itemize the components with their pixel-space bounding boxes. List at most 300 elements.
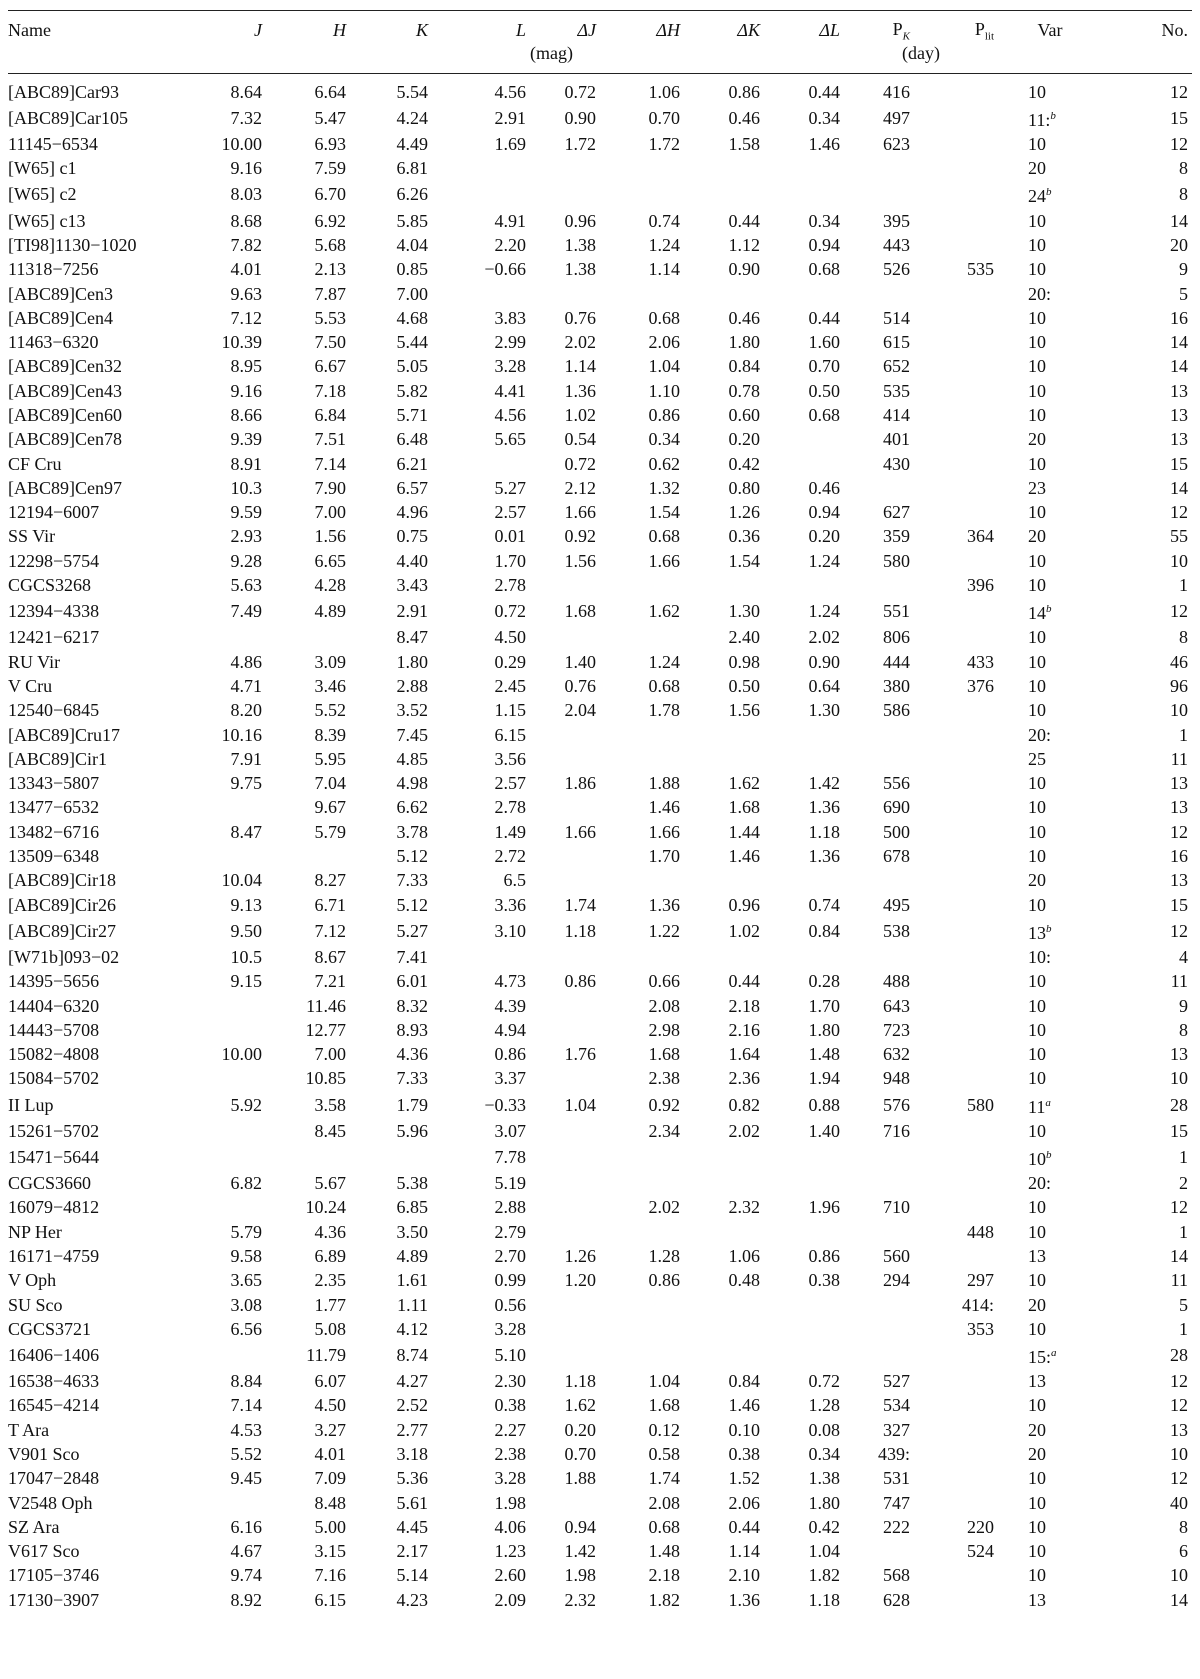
cell-dk: 1.54 [728,550,760,571]
cell-name: V617 Sco [8,1541,80,1562]
cell-name: 15471−5644 [8,1146,100,1167]
cell-k: 6.81 [396,158,428,179]
cell-no: 14 [1170,1245,1188,1266]
col-header-dj: ΔJ [530,11,600,43]
table-row [8,868,1192,892]
cell-name: CGCS3268 [8,575,92,596]
cell-l: 3.83 [494,307,526,328]
cell-var [998,451,1102,475]
cell-h: 5.68 [314,234,346,255]
cell-plit [914,771,998,795]
col-header-dh: ΔH [600,11,684,43]
cell-no: 11 [1170,971,1188,992]
table-row [8,1219,1192,1243]
table-row [8,1341,1192,1369]
cell-plit [914,1466,998,1490]
cell-plit: 580 [967,1094,994,1115]
var-value: 20: [1028,283,1052,304]
cell-name: II Lup [8,1094,54,1115]
cell-pk: 632 [883,1044,910,1065]
cell-dh: 1.68 [648,1395,680,1416]
cell-j: 10.5 [230,946,262,967]
cell-dl: 1.40 [808,1120,840,1141]
var-footnote: a [1045,1096,1051,1109]
cell-h: 4.36 [314,1221,346,1242]
cell-k: 5.27 [396,920,428,941]
table-row [8,625,1192,649]
var-value: 20: [1028,724,1052,745]
cell-j: 9.59 [230,502,262,523]
cell-k: 3.52 [396,700,428,721]
cell-var [998,795,1102,819]
table-row [8,1143,1192,1171]
cell-pk [844,722,914,746]
cell-h: 9.67 [314,797,346,818]
cell-dk: 2.36 [728,1068,760,1089]
cell-j: 7.82 [230,234,262,255]
cell-no: 8 [1179,1019,1188,1040]
cell-k: 5.96 [396,1120,428,1141]
cell-j: 9.63 [230,283,262,304]
cell-plit [914,1418,998,1442]
cell-pk: 556 [883,773,910,794]
cell-dh: 2.08 [648,995,680,1016]
cell-l: 4.06 [494,1516,526,1537]
cell-l: 2.70 [494,1245,526,1266]
cell-dk: 1.52 [728,1468,760,1489]
cell-dh [600,722,684,746]
cell-name: CF Cru [8,453,62,474]
cell-k [350,1143,432,1171]
cell-no: 13 [1170,1419,1188,1440]
cell-k: 5.54 [396,81,428,102]
cell-dh: 1.10 [648,380,680,401]
cell-plit [914,451,998,475]
cell-no: 13 [1170,1044,1188,1065]
cell-dk: 1.68 [728,797,760,818]
cell-plit [914,1490,998,1514]
table-body [8,73,1192,1612]
cell-no: 13 [1170,797,1188,818]
cell-j: 9.16 [230,158,262,179]
cell-dl: 1.70 [808,995,840,1016]
data-table-container [8,10,1192,1612]
cell-dj [530,1490,600,1514]
table-row [8,330,1192,354]
cell-no: 13 [1170,870,1188,891]
cell-k: 3.78 [396,821,428,842]
cell-k: 5.61 [396,1492,428,1513]
cell-pk: 414 [883,405,910,425]
cell-plit: 364 [967,526,994,547]
cell-dl: 0.44 [808,81,840,102]
table-row [8,73,1192,104]
cell-name: [ABC89]Cen32 [8,356,122,377]
cell-dl [764,1317,844,1341]
cell-l: 2.60 [494,1565,526,1586]
cell-no: 11 [1170,748,1188,769]
var-value: 20 [1028,870,1046,891]
cell-pk [844,1341,914,1369]
cell-k: 3.18 [396,1443,428,1464]
cell-j: 4.01 [230,259,262,280]
table-row [8,1018,1192,1042]
cell-dl: 0.72 [808,1371,840,1392]
cell-h: 6.67 [314,356,346,377]
cell-dh: 1.28 [648,1245,680,1266]
cell-pk [844,1171,914,1195]
cell-plit [914,969,998,993]
cell-k: 1.61 [396,1270,428,1291]
cell-j [186,1066,266,1090]
cell-var [998,650,1102,674]
cell-dh [600,156,684,180]
cell-h: 5.08 [314,1318,346,1339]
table-row [8,156,1192,180]
cell-h: 5.52 [314,700,346,721]
cell-k: 4.36 [396,1044,428,1065]
cell-j: 9.16 [230,380,262,401]
var-value: 10: [1028,946,1052,967]
cell-name: [ABC89]Cen43 [8,380,122,401]
cell-pk: 560 [883,1245,910,1266]
cell-k: 2.77 [396,1419,428,1440]
cell-k: 5.12 [396,846,428,867]
cell-pk [844,180,914,208]
table-row [8,1066,1192,1090]
cell-dl [764,1219,844,1243]
cell-k: 2.17 [396,1541,428,1562]
cell-k: 4.23 [396,1589,428,1610]
cell-k: 4.27 [396,1371,428,1392]
cell-h: 7.16 [314,1565,346,1586]
cell-k: 8.47 [396,627,428,648]
cell-dk: 2.06 [728,1492,760,1513]
cell-dl: 0.64 [808,675,840,696]
cell-pk: 551 [883,601,910,622]
cell-dk: 0.84 [728,1371,760,1392]
cell-h: 7.04 [314,773,346,794]
cell-dk: 1.26 [728,502,760,523]
col-header-l: L [432,11,530,43]
cell-plit [914,1563,998,1587]
cell-dh: 0.86 [648,405,680,425]
cell-var [998,104,1102,132]
cell-plit [914,1588,998,1612]
cell-dj [530,1317,600,1341]
cell-no: 13 [1170,429,1188,450]
table-row [8,104,1192,132]
cell-h [266,625,350,649]
cell-l [432,180,530,208]
table-row [8,1418,1192,1442]
cell-k: 7.33 [396,870,428,891]
var-value: 10 [1028,1468,1046,1489]
cell-dk: 2.10 [728,1565,760,1586]
cell-l: 3.10 [494,920,526,941]
cell-var [998,208,1102,232]
cell-k: 1.11 [397,1294,428,1315]
cell-l: 3.28 [494,356,526,377]
cell-plit [914,427,998,451]
cell-h: 7.12 [314,920,346,941]
table-row [8,1466,1192,1490]
cell-k: 4.40 [396,550,428,571]
cell-dj [530,722,600,746]
cell-k: 5.71 [396,405,428,425]
cell-var [998,771,1102,795]
cell-k: 6.26 [396,184,428,205]
cell-h [266,844,350,868]
cell-dk [684,1219,764,1243]
cell-j: 8.20 [230,700,262,721]
cell-dh: 1.72 [648,134,680,155]
var-value: 10 [1028,259,1046,280]
var-value: 10 [1028,846,1046,867]
var-value: 20 [1028,1294,1046,1315]
cell-name: [ABC89]Cir26 [8,894,116,915]
cell-pk [844,1143,914,1171]
cell-l [432,156,530,180]
var-value: 10 [1028,627,1046,648]
var-value: 10 [1028,1120,1046,1141]
cell-k: 4.96 [396,502,428,523]
cell-name: [W65] c1 [8,158,77,179]
cell-var [998,1292,1102,1316]
cell-dh: 0.66 [648,971,680,992]
cell-pk: 327 [883,1419,910,1440]
cell-var [998,379,1102,403]
table-row [8,844,1192,868]
cell-dl: 0.34 [808,210,840,231]
cell-name: [ABC89]Cen97 [8,477,122,498]
cell-pk: 500 [883,821,910,842]
cell-no: 2 [1179,1173,1188,1194]
cell-name: [ABC89]Cen60 [8,405,122,425]
cell-dj: 1.02 [564,405,596,425]
cell-no: 12 [1170,81,1188,102]
cell-dh: 0.12 [648,1419,680,1440]
cell-dl: 1.46 [808,134,840,155]
cell-no: 15 [1170,453,1188,474]
cell-var [998,917,1102,945]
cell-pk: 568 [883,1565,910,1586]
cell-dl [764,868,844,892]
cell-name: [ABC89]Cir18 [8,870,116,891]
var-footnote: b [1046,186,1052,199]
cell-k: 5.38 [396,1173,428,1194]
cell-dj [530,1066,600,1090]
cell-dk: 1.46 [728,846,760,867]
cell-h: 7.59 [314,158,346,179]
cell-name: 16545−4214 [8,1395,100,1416]
cell-j: 9.75 [230,773,262,794]
cell-no: 8 [1179,1516,1188,1537]
cell-dk [684,1171,764,1195]
cell-dk [684,180,764,208]
cell-j: 9.50 [230,920,262,941]
cell-no: 55 [1170,526,1188,547]
cell-dj: 0.76 [564,675,596,696]
cell-dl: 1.94 [808,1068,840,1089]
var-footnote: b [1046,922,1052,935]
cell-dl: 1.60 [808,332,840,353]
var-value: 10 [1028,1148,1046,1169]
cell-h: 7.00 [314,502,346,523]
cell-j: 7.91 [230,748,262,769]
cell-name: 16079−4812 [8,1197,100,1218]
var-value: 10 [1028,405,1046,425]
cell-h: 2.35 [314,1270,346,1291]
cell-name: 12421−6217 [8,627,100,648]
cell-dj: 1.98 [564,1565,596,1586]
cell-dk: 1.62 [728,773,760,794]
cell-dk: 0.46 [728,307,760,328]
cell-plit [914,379,998,403]
cell-dk: 1.14 [728,1541,760,1562]
table-row [8,1268,1192,1292]
var-value: 10 [1028,821,1046,842]
cell-pk: 222 [883,1516,910,1537]
cell-plit [914,722,998,746]
cell-l: 4.73 [494,971,526,992]
cell-dj: 1.66 [564,502,596,523]
cell-h: 4.50 [314,1395,346,1416]
cell-dk: 0.60 [728,405,760,425]
cell-pk: 439: [877,1443,910,1464]
cell-pk [844,281,914,305]
table-row [8,969,1192,993]
cell-pk: 416 [883,81,910,102]
table-row [8,722,1192,746]
cell-l: 4.56 [494,81,526,102]
table-row [8,233,1192,257]
cell-h: 8.27 [314,870,346,891]
cell-dk [684,1143,764,1171]
cell-dj: 0.70 [564,1443,596,1464]
cell-l: 2.27 [494,1419,526,1440]
cell-dj [530,795,600,819]
cell-dh: 2.06 [648,332,680,353]
cell-dk [684,1292,764,1316]
cell-pk: 576 [883,1094,910,1115]
cell-dk: 0.82 [728,1094,760,1115]
cell-j: 8.68 [230,210,262,231]
cell-var [998,868,1102,892]
table-row [8,1539,1192,1563]
var-value: 13 [1028,1245,1046,1266]
cell-h: 2.13 [314,259,346,280]
cell-j: 4.53 [230,1419,262,1440]
cell-h: 7.00 [314,1044,346,1065]
table-row [8,1171,1192,1195]
cell-var [998,625,1102,649]
cell-dk [684,1317,764,1341]
cell-name: 12540−6845 [8,700,100,721]
cell-name: 14395−5656 [8,971,100,992]
cell-dl: 1.96 [808,1197,840,1218]
cell-name: 15082−4808 [8,1044,100,1065]
cell-dh: 1.24 [648,234,680,255]
cell-dk: 0.44 [728,210,760,231]
table-row [8,427,1192,451]
cell-no: 15 [1170,107,1188,128]
cell-k: 2.52 [396,1395,428,1416]
cell-pk: 380 [883,675,910,696]
cell-k: 4.85 [396,748,428,769]
cell-dj: 1.36 [564,380,596,401]
cell-l: 5.27 [494,477,526,498]
cell-pk: 443 [883,234,910,255]
cell-name: [TI98]1130−1020 [8,234,137,255]
var-value: 10 [1028,502,1046,523]
cell-dk: 0.44 [728,971,760,992]
cell-pk: 495 [883,894,910,915]
cell-h: 5.95 [314,748,346,769]
cell-plit [914,73,998,104]
cell-h: 7.90 [314,477,346,498]
cell-dj [530,747,600,771]
cell-dj [530,1195,600,1219]
cell-dk: 0.86 [728,81,760,102]
cell-dj [530,844,600,868]
cell-pk: 488 [883,971,910,992]
cell-dl: 0.20 [808,526,840,547]
var-value: 10 [1028,1318,1046,1339]
var-value: 10 [1028,453,1046,474]
cell-no: 16 [1170,846,1188,867]
unit-day: (day) [844,43,998,74]
var-value: 10 [1028,1541,1046,1562]
var-value: 11 [1028,1096,1046,1117]
cell-k: 4.45 [396,1516,428,1537]
cell-pk: 580 [883,550,910,571]
var-value: 10 [1028,356,1046,377]
col-header-var: Var [998,11,1102,43]
cell-k: 6.85 [396,1197,428,1218]
cell-dh: 1.66 [648,821,680,842]
cell-var [998,1091,1102,1119]
cell-var [998,403,1102,427]
cell-dk: 1.80 [728,332,760,353]
cell-dl: 0.88 [808,1094,840,1115]
cell-pk: 643 [883,995,910,1016]
cell-j [186,993,266,1017]
cell-j: 10.04 [221,870,262,891]
cell-dh [600,1292,684,1316]
cell-l: 2.78 [494,797,526,818]
cell-dh: 1.70 [648,846,680,867]
cell-name: NP Her [8,1221,62,1242]
cell-dh: 0.68 [648,675,680,696]
cell-pk: 623 [883,134,910,155]
var-value: 13 [1028,1589,1046,1610]
cell-dj [530,1143,600,1171]
cell-dk: 2.32 [728,1197,760,1218]
cell-dk: 1.46 [728,1395,760,1416]
cell-j: 8.95 [230,356,262,377]
cell-dk [684,747,764,771]
cell-j [186,1341,266,1369]
cell-dj: 2.02 [564,332,596,353]
cell-plit: 433 [967,651,994,672]
cell-name: V901 Sco [8,1443,80,1464]
cell-plit: 376 [967,675,994,696]
cell-name: 16406−1406 [8,1344,100,1365]
cell-name: [ABC89]Cru17 [8,724,120,745]
cell-plit [914,156,998,180]
cell-dk [684,156,764,180]
